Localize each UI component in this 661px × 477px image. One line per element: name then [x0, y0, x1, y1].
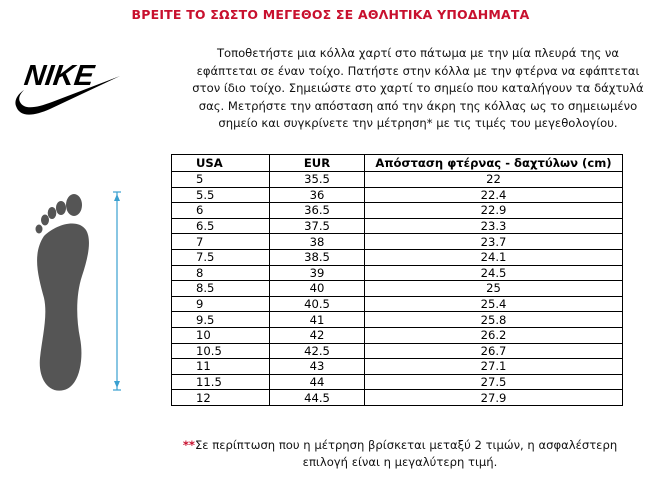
- footnote-text-1: Σε περίπτωση που η μέτρηση βρίσκεται μεταξύ 2 τιμών, η ασφαλέστερη: [194, 438, 618, 452]
- toe-4: [41, 215, 49, 226]
- measure-arrow-top: [114, 194, 120, 201]
- cell-usa: 10: [172, 327, 270, 343]
- cell-eur: 40.5: [270, 296, 365, 312]
- instructions-line: σημείο και συγκρίνετε την μέτρηση* με τις τιμές του μεγεθολογίου.: [218, 116, 618, 131]
- cell-length: 25: [365, 281, 623, 297]
- table-row: [172, 296, 623, 312]
- table-row: [172, 203, 623, 219]
- cell-length: 24.1: [365, 249, 623, 265]
- table-row: [172, 234, 623, 250]
- foot-outline-icon: [30, 188, 130, 408]
- cell-length: 22.9: [365, 203, 623, 219]
- cell-length: 22.4: [365, 187, 623, 203]
- header-length: Απόσταση φτέρνας - δαχτύλων (cm): [365, 155, 623, 172]
- foot-sole: [37, 223, 89, 390]
- cell-length: 23.7: [365, 234, 623, 250]
- instructions-line: εφάπτεται σε έναν τοίχο. Πατήστε στην κόλλα με την φτέρνα να εφάπτεται: [196, 63, 640, 78]
- measure-arrow-bottom: [114, 381, 120, 388]
- table-row: [172, 390, 623, 406]
- table-row: [172, 187, 623, 203]
- cell-eur: 42.5: [270, 343, 365, 359]
- instructions-text: [188, 45, 648, 133]
- cell-usa: 8: [172, 265, 270, 281]
- cell-eur: 41: [270, 312, 365, 328]
- table-header-row: [172, 155, 623, 172]
- cell-eur: 37.5: [270, 218, 365, 234]
- cell-length: 26.7: [365, 343, 623, 359]
- cell-length: 27.5: [365, 374, 623, 390]
- cell-eur: 40: [270, 281, 365, 297]
- cell-eur: 38: [270, 234, 365, 250]
- table-row: [172, 327, 623, 343]
- cell-usa: 9: [172, 296, 270, 312]
- footnote: [160, 437, 640, 471]
- nike-logo: [14, 58, 122, 118]
- nike-logo-text: NIKE: [22, 60, 96, 92]
- page-title: ΒΡΕΙΤΕ ΤΟ ΣΩΣΤΟ ΜΕΓΕΘΟΣ ΣΕ ΑΘΛΗΤΙΚΑ ΥΠΟΔΗΜΑΤΑ: [131, 7, 530, 22]
- instructions-line: Τοποθετήστε μια κόλλα χαρτί στο πάτωμα με την μία πλευρά της να: [216, 46, 620, 60]
- big-toe: [66, 194, 82, 216]
- footnote-stars: **: [182, 438, 195, 452]
- cell-usa: 7: [172, 234, 270, 250]
- cell-length: 25.4: [365, 296, 623, 312]
- table-row: [172, 265, 623, 281]
- cell-usa: 5: [172, 172, 270, 188]
- size-table: [171, 154, 623, 406]
- cell-eur: 39: [270, 265, 365, 281]
- table-row: [172, 281, 623, 297]
- header-usa: USA: [172, 155, 270, 172]
- cell-usa: 6: [172, 203, 270, 219]
- cell-usa: 7.5: [172, 249, 270, 265]
- cell-length: 25.8: [365, 312, 623, 328]
- footnote-line-2: επιλογή είναι η μεγαλύτερη τιμή.: [302, 455, 498, 469]
- cell-usa: 11.5: [172, 374, 270, 390]
- cell-length: 22: [365, 172, 623, 188]
- table-row: [172, 359, 623, 375]
- table-row: [172, 249, 623, 265]
- table-row: [172, 172, 623, 188]
- toe-5: [36, 225, 43, 234]
- table-row: [172, 343, 623, 359]
- cell-eur: 42: [270, 327, 365, 343]
- cell-eur: 36.5: [270, 203, 365, 219]
- cell-usa: 8.5: [172, 281, 270, 297]
- cell-length: 24.5: [365, 265, 623, 281]
- instructions-line: στον ίδιο τοίχο. Σημειώστε στο χαρτί το σημείο που καταλήγουν τα δάχτυλά: [192, 81, 644, 96]
- cell-eur: 36: [270, 187, 365, 203]
- table-row: [172, 312, 623, 328]
- cell-eur: 44: [270, 374, 365, 390]
- cell-usa: 5.5: [172, 187, 270, 203]
- cell-usa: 9.5: [172, 312, 270, 328]
- instructions-line: σας. Μετρήστε την απόσταση από την άκρη της κόλλας ως το σημειωμένο: [198, 98, 638, 113]
- cell-usa: 10.5: [172, 343, 270, 359]
- cell-eur: 38.5: [270, 249, 365, 265]
- table-body: [172, 172, 623, 406]
- cell-usa: 6.5: [172, 218, 270, 234]
- footnote-line-1: [160, 437, 640, 454]
- cell-length: 26.2: [365, 327, 623, 343]
- table-row: [172, 218, 623, 234]
- cell-length: 27.1: [365, 359, 623, 375]
- toe-3: [48, 207, 57, 219]
- cell-length: 27.9: [365, 390, 623, 406]
- header-eur: EUR: [270, 155, 365, 172]
- cell-length: 23.3: [365, 218, 623, 234]
- cell-eur: 43: [270, 359, 365, 375]
- toe-2: [56, 201, 66, 215]
- cell-eur: 35.5: [270, 172, 365, 188]
- table-row: [172, 374, 623, 390]
- cell-usa: 11: [172, 359, 270, 375]
- cell-usa: 12: [172, 390, 270, 406]
- cell-eur: 44.5: [270, 390, 365, 406]
